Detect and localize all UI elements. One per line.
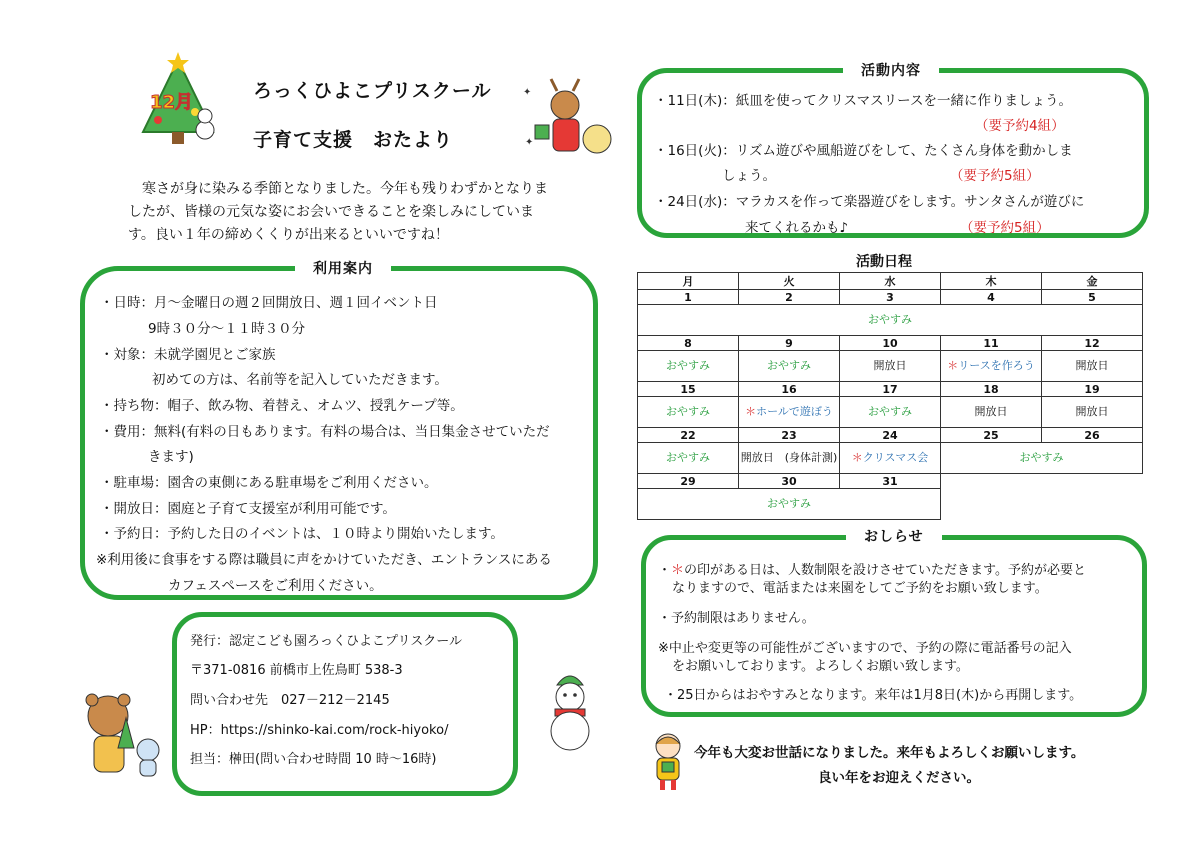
- day-number: 29: [638, 474, 739, 489]
- day-event-holiday: おやすみ: [941, 443, 1143, 474]
- day-number: 15: [638, 382, 739, 397]
- usage-line: 初めての方は、名前等を記入していただきます。: [152, 372, 448, 388]
- day-number: 31: [840, 474, 941, 489]
- bear-mouse-icon: [78, 688, 168, 783]
- calendar-empty: [941, 474, 1143, 489]
- reservation-star-icon: ＊: [671, 563, 685, 578]
- usage-line: ・予約日：予約した日のイベントは、１０時より開始いたします。: [100, 526, 504, 542]
- notice-holiday: ・25日からはおやすみとなります。来年は1月8日(木)から再開します。: [664, 688, 1083, 703]
- day-event-holiday: おやすみ: [638, 489, 941, 520]
- usage-line: ・持ち物：帽子、飲み物、着替え、オムツ、授乳ケープ等。: [100, 398, 464, 414]
- weekday-header: 水: [840, 273, 941, 290]
- notice-star: [658, 559, 1086, 578]
- day-number: 4: [941, 290, 1042, 305]
- activity-line-cont: 来てくれるかも♪: [745, 220, 849, 236]
- usage-line: カフェスペースをご利用ください。: [168, 578, 383, 594]
- notice-star-cont: なりますので、電話または来園をしてご予約をお願い致します。: [672, 581, 1048, 596]
- usage-line: ・駐車場：園舎の東側にある駐車場をご利用ください。: [100, 475, 438, 491]
- usage-line: きます): [148, 449, 194, 465]
- usage-line: ・費用：無料(有料の日もあります。有料の場合は、当日集金させていただ: [100, 424, 550, 440]
- day-number: 12: [1042, 336, 1143, 351]
- notice-caution-cont: をお願いしております。よろしくお願い致します。: [672, 659, 969, 674]
- weekday-header: 月: [638, 273, 739, 290]
- day-number: 19: [1042, 382, 1143, 397]
- activity-line: ・24日(水)：マラカスを作って楽器遊びをします。サンタさんが遊びに: [654, 194, 1085, 210]
- reservation-star-icon: ＊: [947, 359, 959, 372]
- activity-line-cont: しょう。: [722, 168, 776, 184]
- month-badge: 12月: [150, 92, 194, 113]
- calendar-empty: [941, 489, 1143, 520]
- contact-phone: 問い合わせ先 027－212－2145: [190, 693, 390, 708]
- usage-title: 利用案内: [295, 258, 391, 278]
- closing-line-1: 今年も大変お世話になりました。来年もよろしくお願いします。: [694, 745, 1085, 761]
- reindeer-santa-icon: [517, 75, 617, 165]
- newsletter-title: 子育て支援 おたより: [253, 129, 454, 151]
- day-event-open: 開放日: [1042, 351, 1143, 382]
- reservation-star-icon: ＊: [851, 451, 863, 464]
- usage-line: ・開放日：園庭と子育て支援室が利用可能です。: [100, 501, 396, 517]
- day-event-label: ホールで遊ぼう: [756, 405, 833, 418]
- day-number: 17: [840, 382, 941, 397]
- weekday-header: 金: [1042, 273, 1143, 290]
- day-event-measure: 開放日 (身体計測): [739, 443, 840, 474]
- day-number: 3: [840, 290, 941, 305]
- notice-bullet: ・: [658, 563, 672, 578]
- activity-note: （要予約5組）: [950, 168, 1040, 184]
- day-number: 16: [739, 382, 840, 397]
- day-event-open: 開放日: [840, 351, 941, 382]
- day-event-hall: [739, 397, 840, 428]
- day-number: 5: [1042, 290, 1143, 305]
- day-number: 22: [638, 428, 739, 443]
- intro-text: [128, 178, 588, 247]
- day-number: 30: [739, 474, 840, 489]
- day-number: 23: [739, 428, 840, 443]
- day-event-holiday: おやすみ: [638, 443, 739, 474]
- usage-line: ・日時：月～金曜日の週２回開放日、週１回イベント日: [100, 295, 438, 311]
- notice-no-limit: ・予約制限はありません。: [658, 611, 815, 626]
- usage-line: ※利用後に食事をする際は職員に声をかけていただき、エントランスにある: [96, 552, 552, 568]
- day-event-christmas: [840, 443, 941, 474]
- day-event-holiday: おやすみ: [638, 351, 739, 382]
- svg-text:✦: ✦: [523, 87, 532, 98]
- day-event-holiday: おやすみ: [840, 397, 941, 428]
- day-number: 2: [739, 290, 840, 305]
- day-event-holiday: おやすみ: [638, 397, 739, 428]
- school-name: ろっくひよこプリスクール: [253, 80, 492, 102]
- day-number: 25: [941, 428, 1042, 443]
- intro-line: す。良い１年の締めくくりが出来るといいですね！: [128, 227, 449, 243]
- reservation-star-icon: ＊: [745, 405, 757, 418]
- day-number: 24: [840, 428, 941, 443]
- day-event-open: 開放日: [1042, 397, 1143, 428]
- weekday-header: 木: [941, 273, 1042, 290]
- notice-text: の印がある日は、人数制限を設けさせていただきます。予約が必要と: [684, 563, 1086, 578]
- activity-line: ・11日(木)：紙皿を使ってクリスマスリースを一緒に作りましょう。: [654, 93, 1072, 109]
- activities-title: 活動内容: [843, 60, 939, 80]
- closing-line-2: 良い年をお迎えください。: [818, 770, 980, 786]
- day-number: 8: [638, 336, 739, 351]
- girl-icon: [648, 730, 688, 792]
- day-number: 1: [638, 290, 739, 305]
- notices-title: おしらせ: [846, 526, 942, 546]
- contact-address: 〒371-0816 前橋市上佐鳥町 538-3: [190, 663, 403, 678]
- day-number: 11: [941, 336, 1042, 351]
- notice-caution: ※中止や変更等の可能性がございますので、予約の際に電話番号の記入: [658, 641, 1072, 656]
- weekday-header: 火: [739, 273, 840, 290]
- day-event-label: リースを作ろう: [958, 359, 1035, 372]
- day-number: 10: [840, 336, 941, 351]
- day-event-open: 開放日: [941, 397, 1042, 428]
- activity-note: （要予約4組）: [975, 118, 1065, 134]
- day-number: 18: [941, 382, 1042, 397]
- activity-line: ・16日(火)：リズム遊びや風船遊びをして、たくさん身体を動かしま: [654, 143, 1073, 159]
- svg-text:✦: ✦: [525, 137, 534, 148]
- day-event-holiday: おやすみ: [638, 305, 1143, 336]
- schedule-calendar: [637, 272, 1143, 520]
- day-event-holiday: おやすみ: [739, 351, 840, 382]
- contact-publisher: 発行：認定こども園ろっくひよこプリスクール: [190, 634, 462, 649]
- intro-line: したが、皆様の元気な姿にお会いできることを楽しみにしていま: [128, 204, 534, 220]
- day-number: 26: [1042, 428, 1143, 443]
- contact-staff: 担当：榊田(問い合わせ時間 10 時～16時): [190, 752, 437, 767]
- day-event-label: クリスマス会: [862, 451, 929, 464]
- snowman-icon: [543, 667, 598, 752]
- day-event-wreath: [941, 351, 1042, 382]
- contact-url: HP：https://shinko-kai.com/rock-hiyoko/: [190, 723, 449, 738]
- usage-line: ・対象：未就学園児とご家族: [100, 347, 276, 363]
- day-number: 9: [739, 336, 840, 351]
- schedule-title: 活動日程: [856, 254, 912, 270]
- usage-line: 9時３０分～１１時３０分: [148, 321, 306, 337]
- intro-line: 寒さが身に染みる季節となりました。今年も残りわずかとなりま: [142, 181, 548, 197]
- activity-note: （要予約5組）: [960, 220, 1050, 236]
